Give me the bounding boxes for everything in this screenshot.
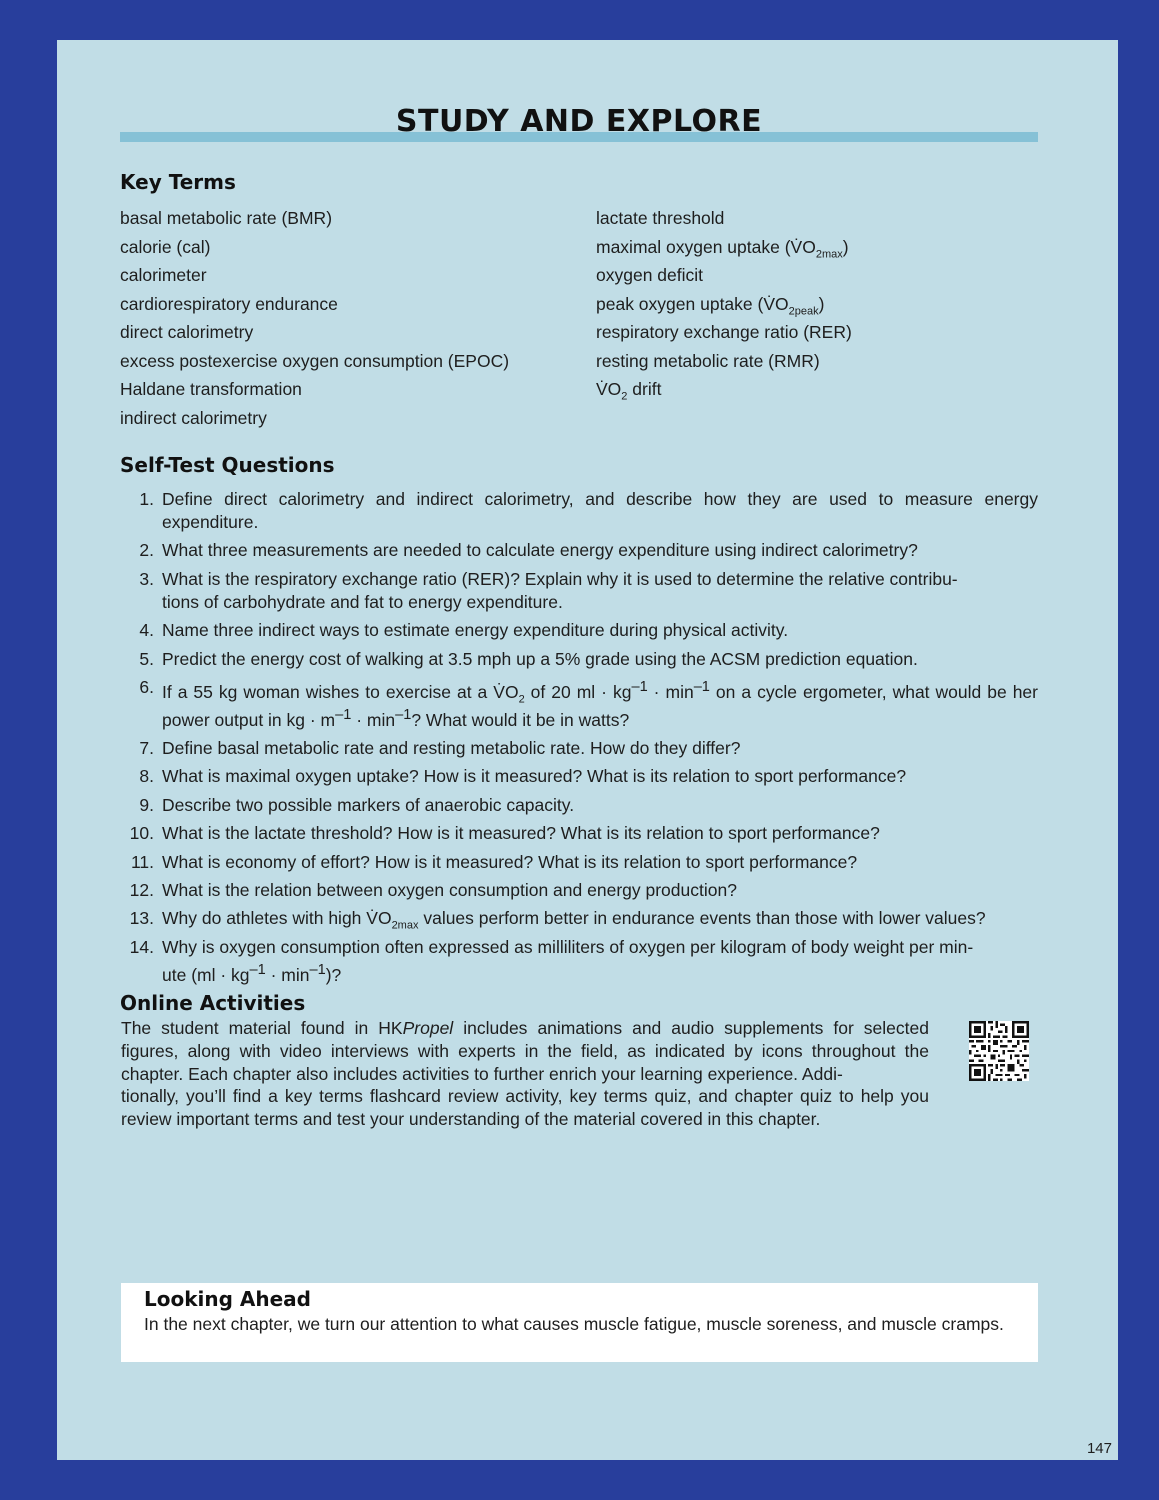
question-text: Define direct calorimetry and indirect calorimetry, and describe how they are used to measure energy expenditure. — [162, 489, 1038, 532]
question-item — [120, 822, 1038, 845]
question-number: 5. — [139, 648, 154, 669]
question-text: What is the respiratory exchange ratio (RER)? Explain why it is used to determine the relative contribu- tions of carbohydrate and fat to energy expenditure. — [162, 568, 958, 612]
question-text: What is the lactate threshold? How is it measured? What is its relation to sport performance? — [162, 823, 880, 844]
self-test-heading: Self-Test Questions — [120, 453, 335, 477]
question-text: Why is oxygen consumption often expressed as milliliters of oxygen per kilogram of body weight per min- ute $(ml \cdot kg^{-1} \cdot \min^{-1})$? — [162, 936, 974, 985]
key-terms-heading: Key Terms — [120, 170, 236, 194]
question-number: 12. — [129, 879, 154, 900]
page-title: STUDY AND EXPLORE — [395, 104, 763, 139]
online-activities-heading: Online Activities — [120, 991, 306, 1015]
question-text: Why do athletes with high $V̇O_{2max}$ values perform better in endurance events than those with lower values? — [162, 908, 986, 932]
question-text: If a 55 kg woman wishes to exercise at a $V̇O_2$ of 20 ml · $kg^{-1} \cdot \min^{-1}$ on a cycle ergometer, what would be her power output in kg · $m^{-1} \cdot \min^{-1}$? What would it be in watts? — [162, 678, 1038, 730]
key-term: basal metabolic rate (BMR) — [120, 208, 333, 228]
question-item — [120, 879, 1038, 902]
key-term: calorie (cal) — [120, 236, 211, 257]
key-term: lactate threshold — [596, 208, 725, 228]
question-number: 11. — [130, 851, 154, 872]
question-number: 3. — [139, 568, 154, 589]
question-item — [120, 794, 1038, 817]
key-term: respiratory exchange ratio (RER) — [596, 322, 852, 342]
question-number: 6. — [139, 676, 154, 697]
question-text: Name three indirect ways to estimate energy expenditure during physical activity. — [162, 620, 789, 641]
question-text: What is economy of effort? How is it measured? What is its relation to sport performance? — [162, 851, 858, 872]
question-item — [120, 851, 1038, 874]
question-text: Predict the energy cost of walking at 3.5 mph up a 5% grade using the ACSM prediction equation. — [162, 648, 918, 669]
key-term: excess postexercise oxygen consumption (EPOC) — [120, 350, 510, 371]
question-number: 13. — [129, 908, 154, 929]
qr-code-icon[interactable] — [969, 1021, 1029, 1081]
question-item — [120, 765, 1038, 788]
key-term: oxygen deficit — [596, 265, 704, 285]
question-item — [120, 539, 1038, 562]
key-term: peak oxygen uptake $(V̇O_{2peak})$ — [596, 293, 825, 317]
question-number: 7. — [139, 738, 154, 758]
question-text: What is maximal oxygen uptake? How is it measured? What is its relation to sport performance? — [162, 766, 907, 787]
key-term: indirect calorimetry — [120, 407, 267, 428]
online-activities-text: The student material found in HKPropel includes animations and audio supplements for selected figures, along with video interviews with experts in the field, as indicated by icons throughout the chapter. Each chapter also includes activities to further enrich your learning experience. Addi- tionally, you’ll find a key terms flashcard review activity, key terms quiz, and chapter quiz to help you review important terms and test your understanding of the material covered in this chapter. — [121, 1018, 929, 1130]
study-explore-panel — [57, 40, 1118, 1460]
key-term: cardiorespiratory endurance — [120, 293, 338, 314]
page-number: 147 — [1086, 1440, 1112, 1457]
question-number: 2. — [139, 540, 154, 561]
question-item — [120, 907, 1038, 930]
question-number: 10. — [129, 823, 154, 844]
question-item — [120, 568, 1038, 614]
question-text: What three measurements are needed to calculate energy expenditure using indirect calorimetry? — [162, 540, 918, 561]
self-test-question-list — [120, 488, 1038, 992]
question-item — [120, 676, 1038, 732]
key-term: Haldane transformation — [120, 379, 302, 399]
question-item — [120, 488, 1038, 534]
key-term: maximal oxygen uptake $(V̇O_{2max})$ — [596, 236, 849, 260]
question-number: 9. — [139, 794, 154, 815]
question-item — [120, 936, 1038, 987]
looking-ahead-text: In the next chapter, we turn our attention to what causes muscle fatigue, muscle soreness, and muscle cramps. — [144, 1314, 1004, 1334]
question-text: Describe two possible markers of anaerobic capacity. — [162, 794, 575, 815]
key-term: direct calorimetry — [120, 322, 254, 342]
key-term: $V̇O_2$ drift — [596, 379, 662, 403]
key-term: resting metabolic rate (RMR) — [596, 350, 820, 371]
looking-ahead-heading: Looking Ahead — [144, 1287, 311, 1311]
looking-ahead-box — [121, 1283, 1038, 1362]
question-text: Define basal metabolic rate and resting metabolic rate. How do they differ? — [162, 738, 741, 758]
question-number: 1. — [139, 489, 154, 509]
key-term: calorimeter — [120, 265, 207, 285]
question-item — [120, 619, 1038, 642]
question-number: 8. — [139, 766, 154, 787]
question-text: What is the relation between oxygen consumption and energy production? — [162, 879, 737, 900]
question-number: 4. — [139, 620, 154, 641]
question-number: 14. — [129, 936, 154, 957]
question-item — [120, 737, 1038, 760]
question-item — [120, 648, 1038, 671]
